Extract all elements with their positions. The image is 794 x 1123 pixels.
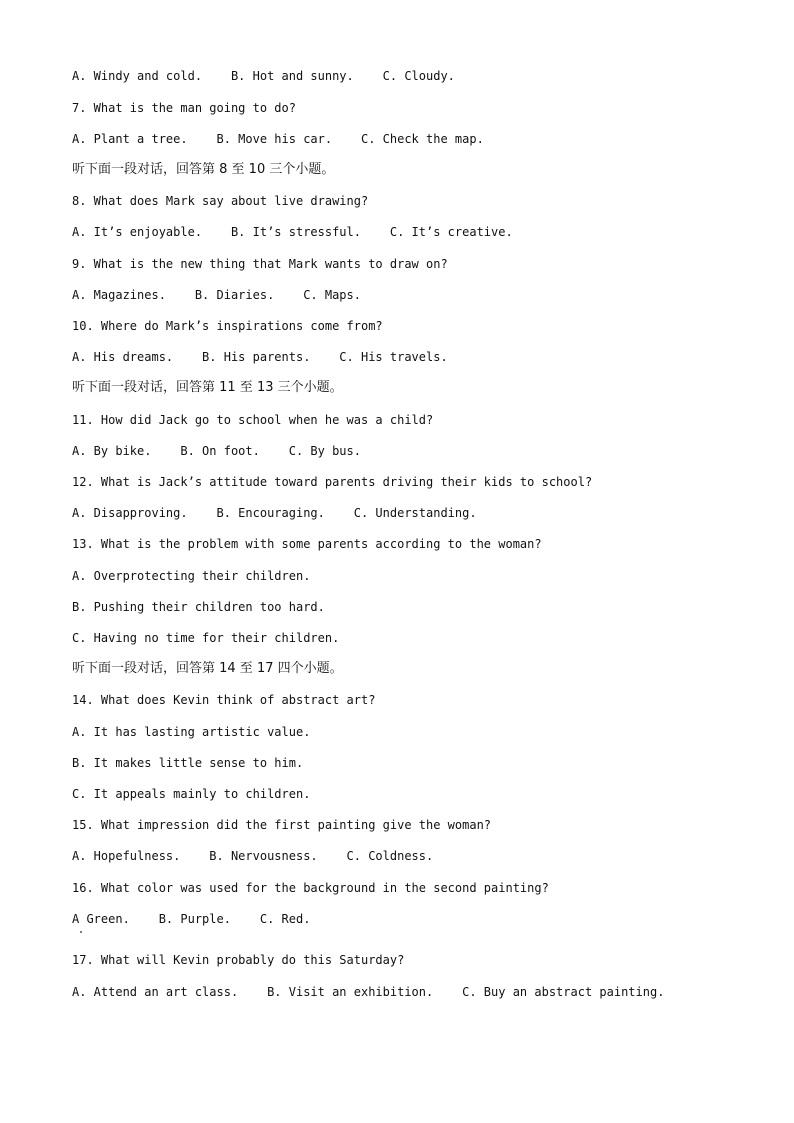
q17-options: A. Attend an art class. B. Visit an exhibition. C. Buy an abstract painting.	[72, 985, 665, 999]
q14-option-b: B. It makes little sense to him.	[72, 756, 304, 770]
q11-options: A. By bike. B. On foot. C. By bus.	[72, 444, 361, 458]
q15-question: 15. What impression did the first painting give the woman?	[72, 818, 492, 832]
q8-options: A. It’s enjoyable. B. It’s stressful. C. It’s creative.	[72, 225, 513, 239]
q16-options: A Green. B. Purple. C. Red.	[72, 912, 311, 926]
q10-question: 10. Where do Mark’s inspirations come from?	[72, 319, 383, 333]
q13-option-a: A. Overprotecting their children.	[72, 569, 311, 583]
q13-option-c: C. Having no time for their children.	[72, 631, 340, 645]
q15-options: A. Hopefulness. B. Nervousness. C. Coldness.	[72, 849, 434, 863]
section-instruction-14-17: 听下面一段对话，回答第 14 至 17 四个小题。	[72, 661, 343, 676]
q12-options: A. Disapproving. B. Encouraging. C. Understanding.	[72, 506, 477, 520]
q8-question: 8. What does Mark say about live drawing?	[72, 194, 369, 208]
q7-question: 7. What is the man going to do?	[72, 101, 296, 115]
stray-mark	[80, 931, 82, 933]
q7-options: A. Plant a tree. B. Move his car. C. Check the map.	[72, 132, 484, 146]
q12-question: 12. What is Jack’s attitude toward parents driving their kids to school?	[72, 475, 593, 489]
q16-question: 16. What color was used for the background in the second painting?	[72, 881, 549, 895]
section-instruction-8-10: 听下面一段对话，回答第 8 至 10 三个小题。	[72, 162, 335, 177]
q17-question: 17. What will Kevin probably do this Saturday?	[72, 953, 405, 967]
q11-question: 11. How did Jack go to school when he was a child?	[72, 413, 434, 427]
q14-option-c: C. It appeals mainly to children.	[72, 787, 311, 801]
q13-question: 13. What is the problem with some parents according to the woman?	[72, 537, 542, 551]
section-instruction-11-13: 听下面一段对话，回答第 11 至 13 三个小题。	[72, 380, 343, 395]
q14-question: 14. What does Kevin think of abstract art?	[72, 693, 376, 707]
q6-options: A. Windy and cold. B. Hot and sunny. C. Cloudy.	[72, 69, 455, 83]
q14-option-a: A. It has lasting artistic value.	[72, 725, 311, 739]
q13-option-b: B. Pushing their children too hard.	[72, 600, 325, 614]
q9-options: A. Magazines. B. Diaries. C. Maps.	[72, 288, 361, 302]
q9-question: 9. What is the new thing that Mark wants to draw on?	[72, 257, 448, 271]
q10-options: A. His dreams. B. His parents. C. His travels.	[72, 350, 448, 364]
